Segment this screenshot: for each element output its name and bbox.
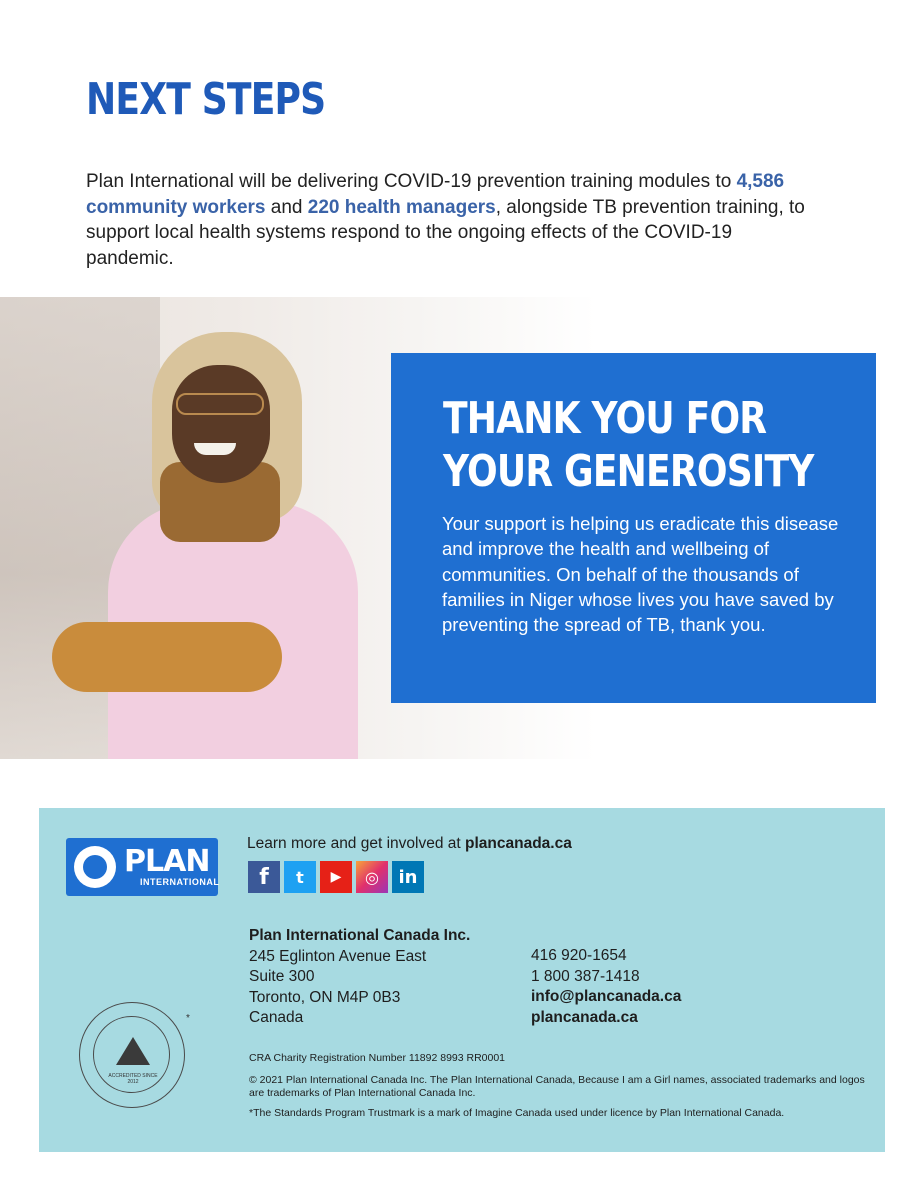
cra-registration: CRA Charity Registration Number 11892 8993 RR0001: [249, 1052, 506, 1064]
thank-you-title: [443, 392, 814, 498]
mailing-address: [249, 926, 470, 1029]
intro-paragraph: [86, 169, 816, 271]
thank-you-title-line1: THANK YOU FOR: [443, 393, 767, 444]
youtube-icon[interactable]: ▶: [320, 861, 352, 893]
email-link[interactable]: info@plancanada.ca: [531, 988, 682, 1005]
logo-subtitle: INTERNATIONAL: [140, 877, 220, 887]
instagram-icon[interactable]: ◎: [356, 861, 388, 893]
photo-crossed-arms: [52, 622, 282, 692]
photo-smile: [194, 443, 236, 455]
seal-triangle-icon: [116, 1037, 150, 1065]
thank-you-title-line2: YOUR GENEROSITY: [443, 446, 814, 497]
social-links: [248, 861, 424, 893]
address-line4: Canada: [249, 1009, 304, 1026]
thank-you-text: Your support is helping us eradicate this disease and improve the health and wellbeing of communities. On behalf of the thousands of families in Niger whose lives you have saved by preventing the spread of TB, thank you.: [442, 513, 839, 636]
learn-more-line: [247, 835, 572, 853]
intro-text-1: Plan International will be delivering COVID-19 prevention training modules to: [86, 171, 737, 192]
plan-international-logo[interactable]: [66, 838, 218, 896]
photo-face: [172, 365, 270, 483]
trustmark-notice: *The Standards Program Trustmark is a mark of Imagine Canada used under licence by Plan International Canada.: [249, 1107, 785, 1119]
address-org: Plan International Canada Inc.: [249, 927, 471, 944]
address-line2: Suite 300: [249, 968, 315, 985]
intro-text-2: and: [265, 196, 308, 218]
address-line1: 245 Eglinton Avenue East: [249, 947, 427, 965]
phone-local: 416 920-1654: [531, 947, 627, 964]
website-link[interactable]: plancanada.ca: [531, 1008, 638, 1026]
seal-accredited-text: ACCREDITED SINCE 2012: [108, 1073, 158, 1085]
intro-text-3: , alongside TB prevention training, to support local health systems respond to the ongoing effects of the COVID-19 pandemic.: [86, 196, 805, 269]
seal-asterisk: *: [186, 1013, 190, 1024]
highlight-community-workers: 4,586 community workers: [86, 171, 785, 218]
contact-info: [531, 946, 681, 1028]
photo-glasses: [176, 393, 264, 415]
address-line3: Toronto, ON M4P 0B3: [249, 988, 401, 1006]
logo-word: PLAN: [124, 844, 210, 879]
page-title: NEXT STEPS: [86, 74, 326, 125]
learn-more-text: Learn more and get involved at: [247, 835, 465, 852]
plan-logo-icon: [74, 846, 116, 888]
phone-tollfree: 1 800 387-1418: [531, 967, 640, 985]
highlight-health-managers: 220 health managers: [307, 196, 496, 218]
imagine-canada-seal: [79, 1002, 185, 1108]
facebook-icon[interactable]: f: [248, 861, 280, 893]
linkedin-icon[interactable]: in: [392, 861, 424, 893]
twitter-icon[interactable]: t: [284, 861, 316, 893]
copyright-notice: © 2021 Plan International Canada Inc. The Plan International Canada, Because I am a Girl names, associated trademarks and logos are trademarks of Plan International Canada Inc.: [249, 1074, 865, 1099]
learn-more-link[interactable]: plancanada.ca: [465, 835, 572, 852]
